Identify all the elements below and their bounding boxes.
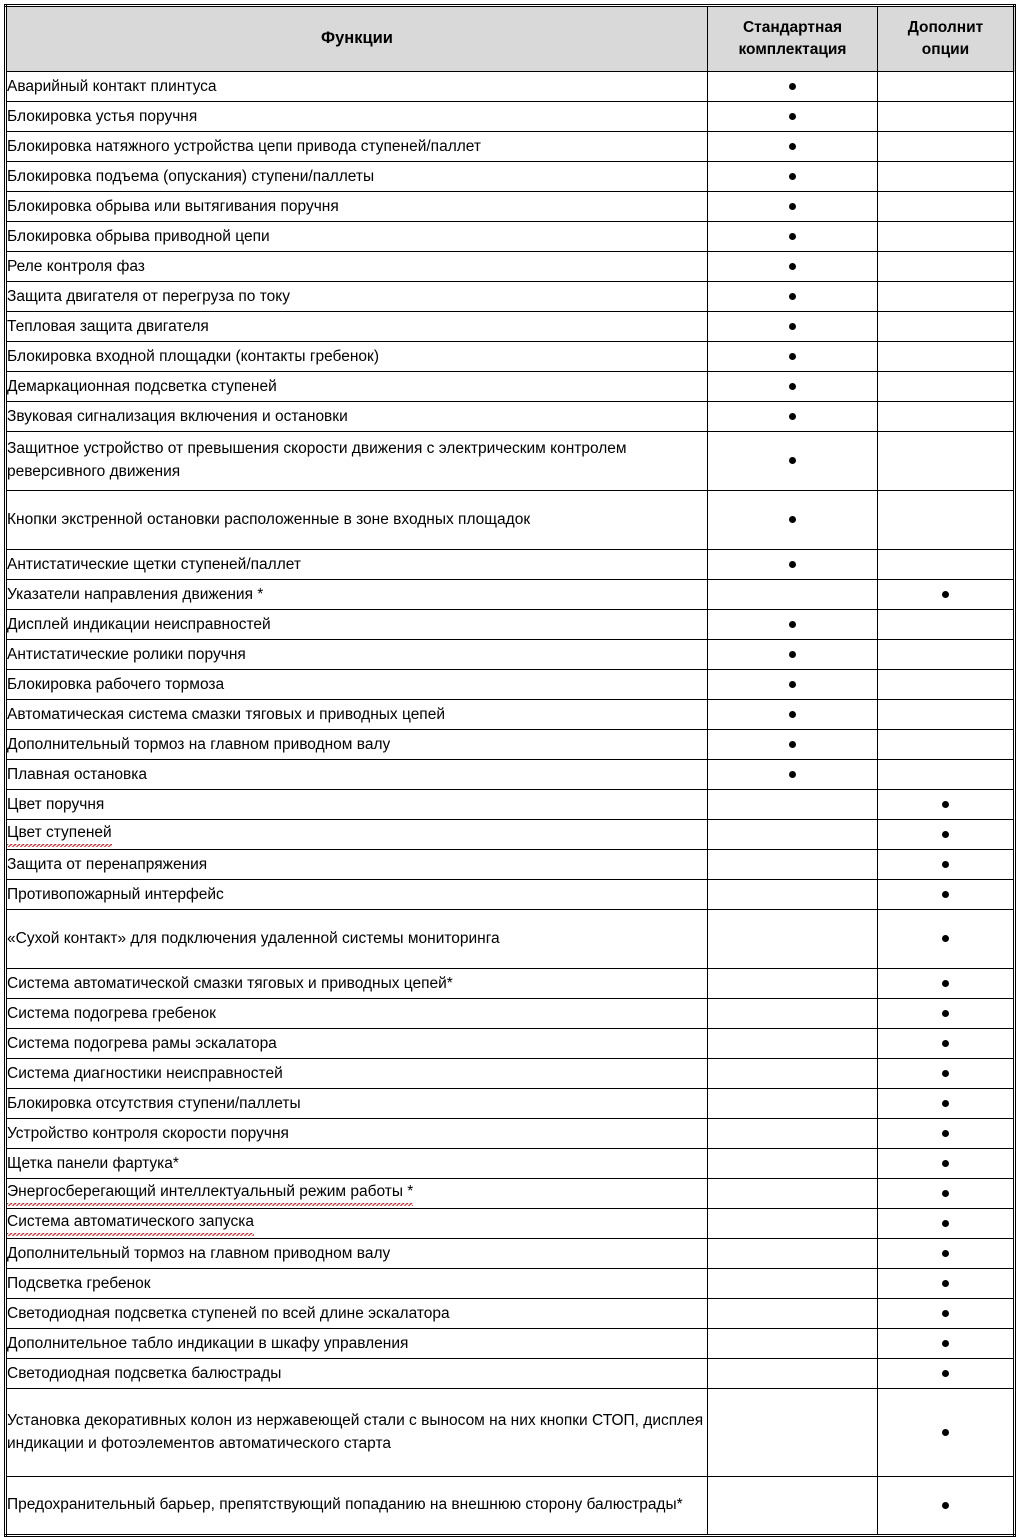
bullet-icon xyxy=(942,1340,949,1347)
feature-name-cell xyxy=(6,491,708,550)
feature-label: Противопожарный интерфейс xyxy=(7,885,224,903)
feature-name-cell xyxy=(6,192,708,222)
standard-mark-cell xyxy=(708,1149,878,1179)
bullet-icon xyxy=(942,801,949,808)
standard-mark-cell xyxy=(708,1269,878,1299)
optional-mark-cell xyxy=(878,640,1015,670)
bullet-icon xyxy=(942,1220,949,1227)
table-row xyxy=(6,1209,1015,1239)
standard-mark-cell xyxy=(708,432,878,491)
bullet-icon xyxy=(942,1160,949,1167)
feature-name-cell xyxy=(6,1179,708,1209)
feature-name-cell xyxy=(6,372,708,402)
optional-mark-cell xyxy=(878,1059,1015,1089)
feature-name-cell xyxy=(6,252,708,282)
feature-label: Тепловая защита двигателя xyxy=(7,317,209,335)
feature-name-cell xyxy=(6,580,708,610)
feature-label: Блокировка натяжного устройства цепи привода ступеней/паллет xyxy=(7,137,481,155)
standard-mark-cell xyxy=(708,372,878,402)
optional-mark-cell xyxy=(878,282,1015,312)
feature-label: Система диагностики неисправностей xyxy=(7,1064,283,1082)
feature-name-cell xyxy=(6,880,708,910)
bullet-icon xyxy=(942,1100,949,1107)
optional-mark-cell xyxy=(878,162,1015,192)
table-row xyxy=(6,1389,1015,1477)
feature-label: Цвет поручня xyxy=(7,795,105,813)
standard-mark-cell xyxy=(708,312,878,342)
feature-name-cell xyxy=(6,342,708,372)
feature-name-cell xyxy=(6,999,708,1029)
feature-name-cell xyxy=(6,1089,708,1119)
feature-name-cell xyxy=(6,162,708,192)
feature-label: Антистатические ролики поручня xyxy=(7,645,246,663)
feature-name-cell xyxy=(6,1389,708,1477)
optional-mark-cell xyxy=(878,222,1015,252)
optional-mark-cell xyxy=(878,132,1015,162)
bullet-icon xyxy=(942,891,949,898)
optional-mark-cell xyxy=(878,580,1015,610)
feature-label: Светодиодная подсветка ступеней по всей длине эскалатора xyxy=(7,1304,450,1322)
table-row xyxy=(6,432,1015,491)
optional-mark-cell xyxy=(878,252,1015,282)
bullet-icon xyxy=(789,621,796,628)
feature-name-cell xyxy=(6,640,708,670)
header-row xyxy=(6,6,1015,72)
bullet-icon xyxy=(942,935,949,942)
feature-name-cell xyxy=(6,312,708,342)
feature-label: Защитное устройство от превышения скорости движения с электрическим контролем реверсивного движения xyxy=(7,440,627,480)
feature-label: Демаркационная подсветка ступеней xyxy=(7,377,277,395)
standard-mark-cell xyxy=(708,1029,878,1059)
feature-name-cell xyxy=(6,790,708,820)
bullet-icon xyxy=(789,561,796,568)
table-row xyxy=(6,1029,1015,1059)
standard-mark-cell xyxy=(708,640,878,670)
feature-label: Блокировка подъема (опускания) ступени/паллеты xyxy=(7,167,375,185)
feature-name-cell xyxy=(6,1119,708,1149)
bullet-icon xyxy=(942,1280,949,1287)
feature-label: Дополнительное табло индикации в шкафу управления xyxy=(7,1334,409,1352)
feature-name-cell xyxy=(6,1149,708,1179)
bullet-icon xyxy=(789,383,796,390)
bullet-icon xyxy=(789,323,796,330)
table-row xyxy=(6,1477,1015,1536)
bullet-icon xyxy=(789,353,796,360)
feature-label: Указатели направления движения * xyxy=(7,585,264,603)
optional-mark-cell xyxy=(878,312,1015,342)
feature-name-cell xyxy=(6,730,708,760)
table-row xyxy=(6,222,1015,252)
table-row xyxy=(6,700,1015,730)
table-row xyxy=(6,910,1015,969)
table-row xyxy=(6,1179,1015,1209)
feature-label: Блокировка рабочего тормоза xyxy=(7,675,225,693)
feature-label: «Сухой контакт» для подключения удаленной системы мониторинга xyxy=(7,929,500,947)
standard-mark-cell xyxy=(708,910,878,969)
feature-label: Подсветка гребенок xyxy=(7,1274,151,1292)
table-row xyxy=(6,760,1015,790)
standard-mark-cell xyxy=(708,670,878,700)
table-row xyxy=(6,132,1015,162)
standard-mark-cell xyxy=(708,342,878,372)
optional-mark-cell xyxy=(878,491,1015,550)
feature-label: Дополнительный тормоз на главном приводном валу xyxy=(7,1244,391,1262)
feature-name-cell xyxy=(6,1239,708,1269)
column-header-standard xyxy=(708,6,878,72)
optional-mark-cell xyxy=(878,1149,1015,1179)
optional-mark-cell xyxy=(878,730,1015,760)
optional-mark-cell xyxy=(878,1389,1015,1477)
feature-name-cell xyxy=(6,1359,708,1389)
feature-name-cell xyxy=(6,1329,708,1359)
table-row xyxy=(6,372,1015,402)
feature-label: Щетка панели фартука* xyxy=(7,1154,179,1172)
standard-mark-cell xyxy=(708,880,878,910)
feature-label: Плавная остановка xyxy=(7,765,147,783)
table-row xyxy=(6,162,1015,192)
feature-label: Автоматическая система смазки тяговых и приводных цепей xyxy=(7,705,445,723)
bullet-icon xyxy=(789,711,796,718)
optional-mark-cell xyxy=(878,342,1015,372)
standard-mark-cell xyxy=(708,1477,878,1536)
optional-mark-cell xyxy=(878,760,1015,790)
column-header-optional xyxy=(878,6,1015,72)
table-row xyxy=(6,610,1015,640)
optional-mark-cell xyxy=(878,1269,1015,1299)
table-header xyxy=(6,6,1015,72)
standard-mark-cell xyxy=(708,610,878,640)
feature-label: Защита двигателя от перегруза по току xyxy=(7,287,290,305)
standard-mark-cell xyxy=(708,192,878,222)
table-row xyxy=(6,1239,1015,1269)
standard-mark-cell xyxy=(708,700,878,730)
table-row xyxy=(6,72,1015,102)
feature-name-cell xyxy=(6,760,708,790)
feature-name-cell xyxy=(6,1299,708,1329)
table-row xyxy=(6,730,1015,760)
table-row xyxy=(6,1269,1015,1299)
bullet-icon xyxy=(789,413,796,420)
bullet-icon xyxy=(942,1429,949,1436)
table-row xyxy=(6,820,1015,850)
feature-label: Светодиодная подсветка балюстрады xyxy=(7,1364,282,1382)
optional-mark-cell xyxy=(878,1029,1015,1059)
feature-label: Кнопки экстренной остановки расположенные в зоне входных площадок xyxy=(7,510,531,528)
bullet-icon xyxy=(789,173,796,180)
optional-mark-cell xyxy=(878,880,1015,910)
feature-name-cell xyxy=(6,402,708,432)
standard-mark-cell xyxy=(708,1359,878,1389)
standard-mark-cell xyxy=(708,72,878,102)
bullet-icon xyxy=(942,1040,949,1047)
bullet-icon xyxy=(942,1010,949,1017)
feature-label: Реле контроля фаз xyxy=(7,257,145,275)
standard-mark-cell xyxy=(708,580,878,610)
optional-mark-cell xyxy=(878,1179,1015,1209)
feature-label: Система подогрева гребенок xyxy=(7,1004,216,1022)
optional-mark-cell xyxy=(878,432,1015,491)
table-row xyxy=(6,252,1015,282)
bullet-icon xyxy=(789,293,796,300)
feature-label: Блокировка обрыва приводной цепи xyxy=(7,227,270,245)
feature-name-cell xyxy=(6,282,708,312)
feature-label: Дисплей индикации неисправностей xyxy=(7,615,271,633)
table-row xyxy=(6,850,1015,880)
standard-mark-cell xyxy=(708,1389,878,1477)
table-row xyxy=(6,1329,1015,1359)
bullet-icon xyxy=(942,1190,949,1197)
standard-mark-cell xyxy=(708,222,878,252)
standard-mark-cell xyxy=(708,282,878,312)
optional-mark-cell xyxy=(878,670,1015,700)
optional-mark-cell xyxy=(878,1089,1015,1119)
standard-mark-cell xyxy=(708,730,878,760)
feature-label: Антистатические щетки ступеней/паллет xyxy=(7,555,301,573)
bullet-icon xyxy=(942,591,949,598)
bullet-icon xyxy=(942,861,949,868)
bullet-icon xyxy=(789,113,796,120)
feature-label: Звуковая сигнализация включения и остановки xyxy=(7,407,348,425)
bullet-icon xyxy=(789,681,796,688)
feature-label: Система автоматической смазки тяговых и приводных цепей* xyxy=(7,974,453,992)
feature-label: Энергосберегающий интеллектуальный режим работы * xyxy=(7,1181,413,1206)
optional-mark-cell xyxy=(878,372,1015,402)
feature-name-cell xyxy=(6,850,708,880)
bullet-icon xyxy=(789,457,796,464)
optional-mark-cell xyxy=(878,72,1015,102)
standard-mark-cell xyxy=(708,1299,878,1329)
table-row xyxy=(6,491,1015,550)
feature-name-cell xyxy=(6,670,708,700)
feature-name-cell xyxy=(6,550,708,580)
standard-mark-cell xyxy=(708,760,878,790)
optional-mark-cell xyxy=(878,102,1015,132)
optional-mark-cell xyxy=(878,1329,1015,1359)
table-row xyxy=(6,1059,1015,1089)
feature-label: Защита от перенапряжения xyxy=(7,855,208,873)
table-row xyxy=(6,1359,1015,1389)
feature-label: Блокировка устья поручня xyxy=(7,107,198,125)
standard-mark-cell xyxy=(708,1179,878,1209)
column-header-optional-line1: Дополнит xyxy=(907,19,984,36)
standard-mark-cell xyxy=(708,969,878,999)
feature-label: Аварийный контакт плинтуса xyxy=(7,77,217,95)
optional-mark-cell xyxy=(878,1359,1015,1389)
table-row xyxy=(6,550,1015,580)
bullet-icon xyxy=(942,1070,949,1077)
feature-label: Блокировка входной площадки (контакты гребенок) xyxy=(7,347,379,365)
feature-label: Блокировка обрыва или вытягивания поручня xyxy=(7,197,339,215)
table-body xyxy=(6,72,1015,1536)
standard-mark-cell xyxy=(708,162,878,192)
feature-name-cell xyxy=(6,432,708,491)
feature-name-cell xyxy=(6,820,708,850)
feature-label: Блокировка отсутствия ступени/паллеты xyxy=(7,1094,301,1112)
standard-mark-cell xyxy=(708,132,878,162)
standard-mark-cell xyxy=(708,550,878,580)
bullet-icon xyxy=(942,1370,949,1377)
optional-mark-cell xyxy=(878,700,1015,730)
table-row xyxy=(6,790,1015,820)
bullet-icon xyxy=(789,143,796,150)
bullet-icon xyxy=(789,263,796,270)
standard-mark-cell xyxy=(708,850,878,880)
bullet-icon xyxy=(942,1130,949,1137)
table-row xyxy=(6,102,1015,132)
feature-name-cell xyxy=(6,102,708,132)
column-header-standard-line2: комплектация xyxy=(738,41,847,58)
features-specification-table xyxy=(4,4,1016,1537)
optional-mark-cell xyxy=(878,610,1015,640)
feature-label: Система подогрева рамы эскалатора xyxy=(7,1034,277,1052)
table-row xyxy=(6,1089,1015,1119)
feature-label: Дополнительный тормоз на главном приводном валу xyxy=(7,735,391,753)
table-row xyxy=(6,192,1015,222)
standard-mark-cell xyxy=(708,1059,878,1089)
column-header-optional-line2: опции xyxy=(921,41,970,58)
standard-mark-cell xyxy=(708,999,878,1029)
table-row xyxy=(6,282,1015,312)
optional-mark-cell xyxy=(878,550,1015,580)
feature-label: Установка декоративных колон из нержавеющей стали с выносом на них кнопки СТОП, дисплея индикации и фотоэлементов автоматического старта xyxy=(7,1411,704,1452)
bullet-icon xyxy=(789,741,796,748)
bullet-icon xyxy=(942,980,949,987)
feature-name-cell xyxy=(6,700,708,730)
optional-mark-cell xyxy=(878,1209,1015,1239)
optional-mark-cell xyxy=(878,790,1015,820)
standard-mark-cell xyxy=(708,1239,878,1269)
table-row xyxy=(6,1119,1015,1149)
optional-mark-cell xyxy=(878,192,1015,222)
table-row xyxy=(6,580,1015,610)
standard-mark-cell xyxy=(708,1329,878,1359)
standard-mark-cell xyxy=(708,1089,878,1119)
standard-mark-cell xyxy=(708,491,878,550)
bullet-icon xyxy=(789,83,796,90)
bullet-icon xyxy=(942,1502,949,1509)
feature-name-cell xyxy=(6,1477,708,1536)
optional-mark-cell xyxy=(878,1477,1015,1536)
column-header-standard-line1: Стандартная xyxy=(742,19,843,36)
feature-name-cell xyxy=(6,1209,708,1239)
optional-mark-cell xyxy=(878,402,1015,432)
standard-mark-cell xyxy=(708,1209,878,1239)
feature-name-cell xyxy=(6,910,708,969)
standard-mark-cell xyxy=(708,402,878,432)
feature-name-cell xyxy=(6,1059,708,1089)
bullet-icon xyxy=(942,831,949,838)
bullet-icon xyxy=(789,203,796,210)
column-header-features: Функции xyxy=(6,6,708,72)
feature-label: Система автоматического запуска xyxy=(7,1211,254,1236)
feature-label: Цвет ступеней xyxy=(7,822,112,847)
optional-mark-cell xyxy=(878,1239,1015,1269)
standard-mark-cell xyxy=(708,820,878,850)
feature-name-cell xyxy=(6,72,708,102)
standard-mark-cell xyxy=(708,102,878,132)
standard-mark-cell xyxy=(708,790,878,820)
optional-mark-cell xyxy=(878,1119,1015,1149)
table-row xyxy=(6,312,1015,342)
optional-mark-cell xyxy=(878,1299,1015,1329)
optional-mark-cell xyxy=(878,910,1015,969)
feature-name-cell xyxy=(6,222,708,252)
table-row xyxy=(6,1299,1015,1329)
table-row xyxy=(6,342,1015,372)
bullet-icon xyxy=(789,651,796,658)
feature-name-cell xyxy=(6,610,708,640)
table-row xyxy=(6,1149,1015,1179)
bullet-icon xyxy=(942,1310,949,1317)
bullet-icon xyxy=(789,233,796,240)
feature-label: Предохранительный барьер, препятствующий попаданию на внешнюю сторону балюстрады* xyxy=(7,1496,683,1514)
feature-name-cell xyxy=(6,1269,708,1299)
bullet-icon xyxy=(789,516,796,523)
table-row xyxy=(6,880,1015,910)
feature-name-cell xyxy=(6,132,708,162)
table-row xyxy=(6,640,1015,670)
optional-mark-cell xyxy=(878,820,1015,850)
table-row xyxy=(6,969,1015,999)
standard-mark-cell xyxy=(708,252,878,282)
feature-name-cell xyxy=(6,1029,708,1059)
bullet-icon xyxy=(789,771,796,778)
standard-mark-cell xyxy=(708,1119,878,1149)
feature-name-cell xyxy=(6,969,708,999)
optional-mark-cell xyxy=(878,850,1015,880)
table-row xyxy=(6,670,1015,700)
optional-mark-cell xyxy=(878,999,1015,1029)
table-row xyxy=(6,402,1015,432)
feature-label: Устройство контроля скорости поручня xyxy=(7,1124,289,1142)
bullet-icon xyxy=(942,1250,949,1257)
table-row xyxy=(6,999,1015,1029)
optional-mark-cell xyxy=(878,969,1015,999)
